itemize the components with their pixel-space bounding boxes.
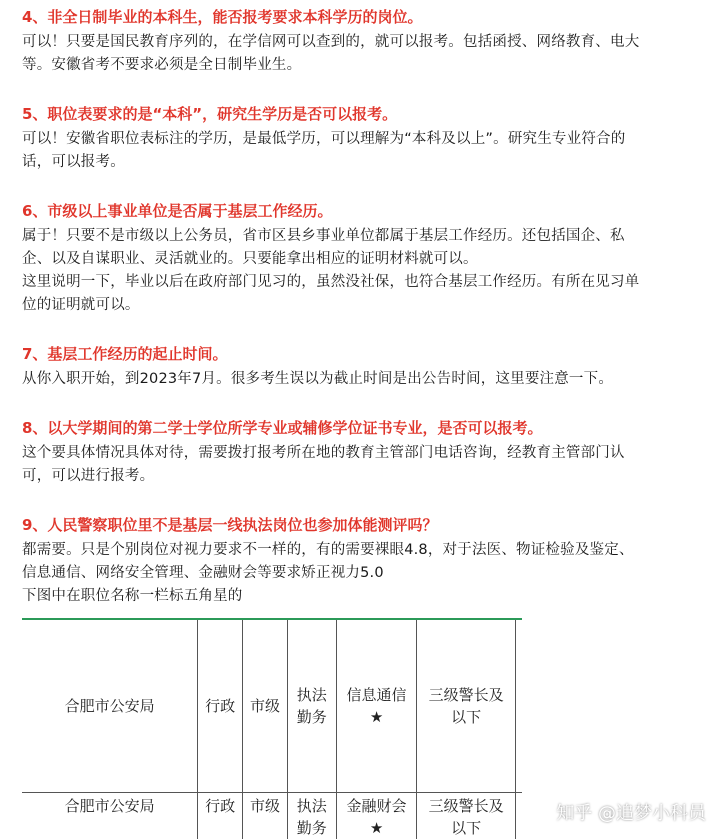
answer-line: 从你入职开始，到2023年7月。很多考生误以为截止时间是出公告时间，这里要注意一下。 — [22, 371, 614, 387]
question-heading: 6、市级以上事业单位是否属于基层工作经历。 — [22, 202, 333, 220]
answer-line: 下图中在职位名称一栏标五角星的 — [22, 588, 243, 604]
answer-text — [22, 539, 712, 608]
category-line: 执法 — [296, 686, 327, 704]
unit-cell: 合肥市公安局 — [22, 620, 198, 793]
level-cell: 市级 — [243, 620, 288, 793]
answer-line: 话，可以报考。 — [22, 154, 125, 170]
zhihu-watermark: 知乎 @追梦小科员 — [556, 803, 706, 824]
question-heading: 7、基层工作经历的起止时间。 — [22, 345, 228, 363]
article-body — [22, 6, 712, 634]
question-heading: 5、职位表要求的是“本科”，研究生学历是否可以报考。 — [22, 105, 398, 123]
question-heading: 9、人民警察职位里不是基层一线执法岗位也参加体能测评吗？ — [22, 516, 438, 534]
category-line: 勤务 — [296, 819, 327, 837]
answer-line: 企、以及自谋职业、灵活就业的。只要能拿出相应的证明材料就可以。 — [22, 251, 478, 267]
rank-line: 三级警长及 — [428, 686, 504, 704]
answer-text — [22, 225, 712, 317]
type-cell: 行政 — [198, 620, 243, 793]
star-icon: ★ — [369, 708, 384, 726]
blank-cell — [515, 793, 522, 839]
blank-cell — [515, 620, 522, 793]
unit-cell: 合肥市公安局 — [22, 793, 198, 839]
question-heading: 4、非全日制毕业的本科生，能否报考要求本科学历的岗位。 — [22, 8, 423, 26]
position-name: 金融财会 — [346, 797, 407, 815]
faq-item-6 — [22, 200, 712, 317]
answer-line: 这里说明一下，毕业以后在政府部门见习的，虽然没社保，也符合基层工作经历。有所在见习单 — [22, 274, 640, 290]
answer-line: 可，可以进行报考。 — [22, 468, 155, 484]
type-cell: 行政 — [198, 793, 243, 839]
answer-line: 等。安徽省考不要求必须是全日制毕业生。 — [22, 57, 302, 73]
answer-line: 信息通信、网络安全管理、金融财会等要求矫正视力5.0 — [22, 565, 384, 581]
answer-text — [22, 128, 712, 174]
faq-item-4 — [22, 6, 712, 77]
answer-text — [22, 31, 712, 77]
rank-cell — [417, 620, 516, 793]
faq-item-5 — [22, 103, 712, 174]
answer-line: 都需要。只是个别岗位对视力要求不一样的，有的需要裸眼4.8，对于法医、物证检验及鉴定、 — [22, 542, 634, 558]
position-name: 信息通信 — [346, 686, 407, 704]
category-line: 勤务 — [296, 708, 327, 726]
rank-line: 三级警长及 — [428, 797, 504, 815]
answer-text — [22, 368, 712, 391]
position-cell — [336, 620, 417, 793]
faq-item-8 — [22, 417, 712, 488]
faq-item-9 — [22, 514, 712, 608]
faq-item-7 — [22, 343, 712, 391]
rank-line: 以下 — [451, 708, 482, 726]
rank-cell — [417, 793, 516, 839]
position-table — [22, 620, 522, 839]
table-row — [22, 620, 522, 793]
position-table-image — [22, 618, 522, 839]
answer-line: 可以！安徽省职位表标注的学历，是最低学历，可以理解为“本科及以上”。研究生专业符合的 — [22, 131, 626, 147]
answer-line: 位的证明就可以。 — [22, 297, 140, 313]
answer-line: 属于！只要不是市级以上公务员，省市区县乡事业单位都属于基层工作经历。还包括国企、私 — [22, 228, 625, 244]
category-cell — [287, 793, 336, 839]
position-cell — [336, 793, 417, 839]
answer-text — [22, 442, 712, 488]
star-icon: ★ — [369, 819, 384, 837]
table-row — [22, 793, 522, 839]
answer-line: 这个要具体情况具体对待，需要拨打报考所在地的教育主管部门电话咨询，经教育主管部门认 — [22, 445, 625, 461]
answer-line: 可以！只要是国民教育序列的，在学信网可以查到的，就可以报考。包括函授、网络教育、电大 — [22, 34, 640, 50]
question-heading: 8、以大学期间的第二学士学位所学专业或辅修学位证书专业，是否可以报考。 — [22, 419, 543, 437]
category-line: 执法 — [296, 797, 327, 815]
category-cell — [287, 620, 336, 793]
level-cell: 市级 — [243, 793, 288, 839]
rank-line: 以下 — [451, 819, 482, 837]
